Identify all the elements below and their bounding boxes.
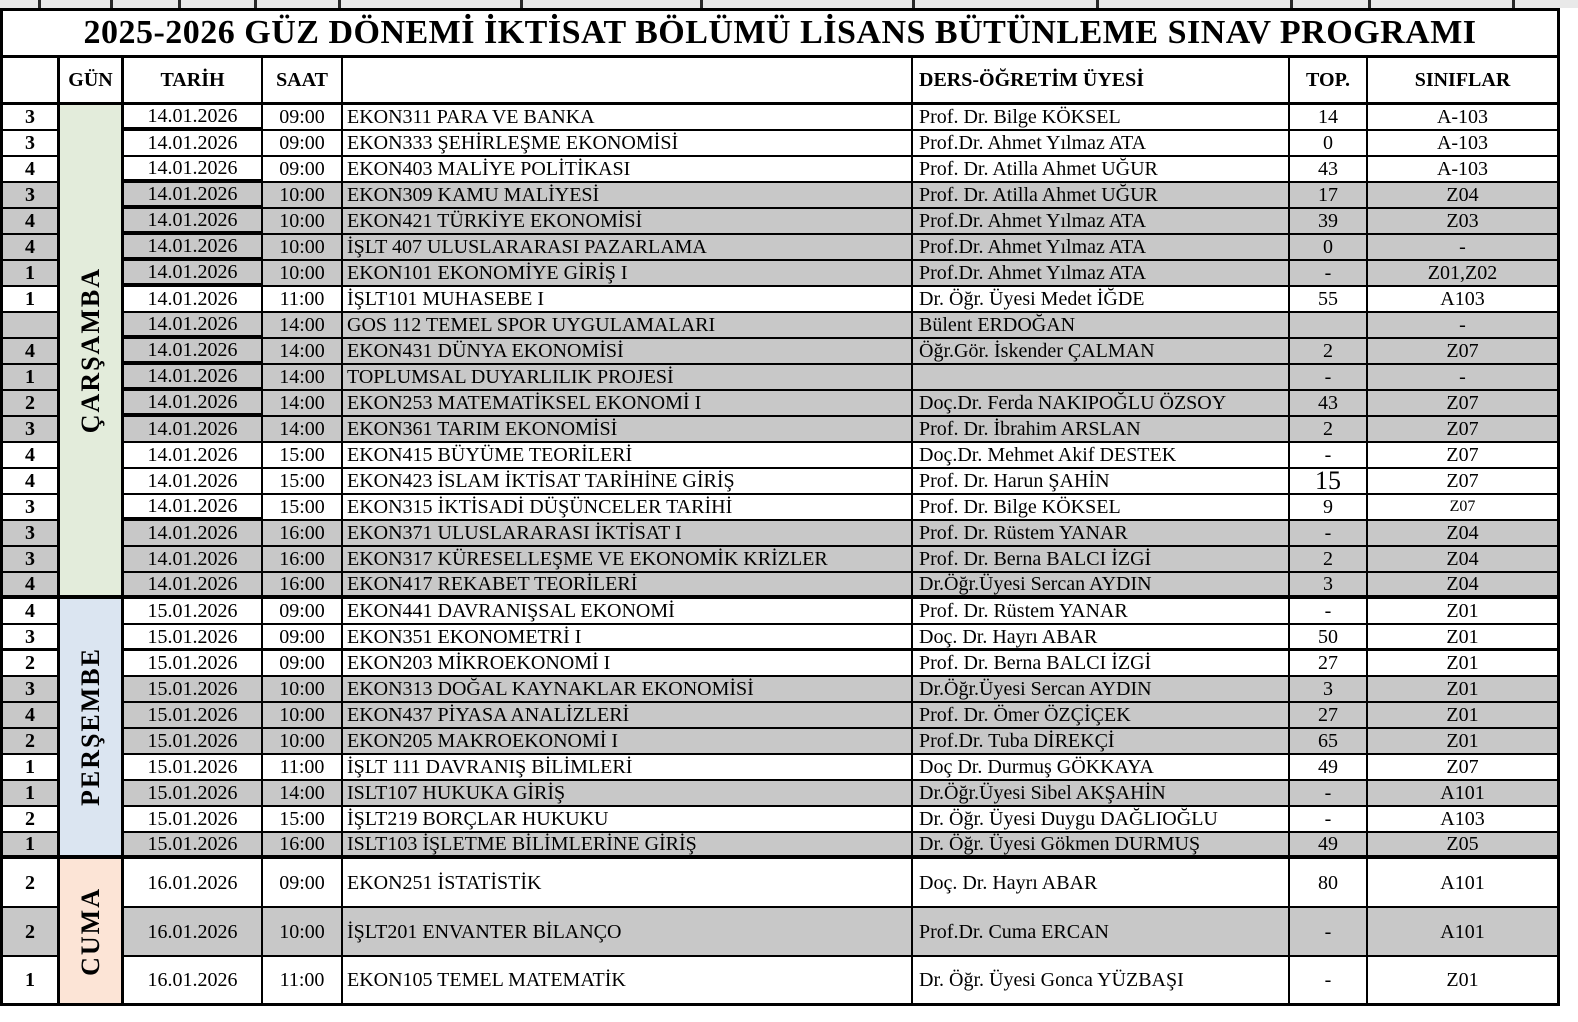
course-cell: EKON311 PARA VE BANKA [343,105,913,131]
column-tick [178,0,181,8]
lecturer-cell: Prof. Dr. Harun ŞAHİN [913,469,1290,495]
room-cell: Z07 [1368,469,1560,495]
room-cell: Z07 [1368,417,1560,443]
header-saat: SAAT [263,58,343,105]
room-cell: A101 [1368,859,1560,908]
course-cell: EKON403 MALİYE POLİTİKASI [343,157,913,183]
day-cell [60,859,124,1006]
date-cell: 14.01.2026 [124,157,263,183]
table-row [3,703,1560,729]
room-cell: Z07 [1368,495,1560,521]
course-cell: İŞLT 111 DAVRANIŞ BİLİMLERİ [343,755,913,781]
table-row [3,807,1560,833]
lecturer-cell: Doç Dr. Durmuş GÖKKAYA [913,755,1290,781]
date-cell: 14.01.2026 [124,573,263,599]
date-cell: 15.01.2026 [124,781,263,807]
row-number-cell: 3 [3,547,60,573]
row-number-cell: 3 [3,417,60,443]
course-cell: ISLT107 HUKUKA GİRİŞ [343,781,913,807]
day-label: PERŞEMBE [75,647,105,807]
column-tick [520,0,523,8]
table-row [3,651,1560,677]
room-cell: - [1368,365,1560,391]
room-cell: A-103 [1368,131,1560,157]
course-cell: EKON371 ULUSLARARASI İKTİSAT I [343,521,913,547]
room-cell: Z03 [1368,209,1560,235]
course-cell: TOPLUMSAL DUYARLILIK PROJESİ [343,365,913,391]
lecturer-cell: Prof. Dr. Berna BALCI İZGİ [913,547,1290,573]
table-row [3,495,1560,521]
course-cell: ISLT103 İŞLETME BİLİMLERİNE GİRİŞ [343,833,913,859]
table-row [3,131,1560,157]
room-cell: Z01,Z02 [1368,261,1560,287]
date-cell: 14.01.2026 [124,417,263,443]
top-count-cell: 27 [1290,703,1368,729]
time-cell: 15:00 [263,807,343,833]
lecturer-cell: Prof. Dr. Rüstem YANAR [913,599,1290,625]
table-header-row [3,58,1560,105]
top-count-cell: 55 [1290,287,1368,313]
top-count-cell: 49 [1290,833,1368,859]
top-count-cell: - [1290,599,1368,625]
row-number-cell: 3 [3,131,60,157]
date-cell: 16.01.2026 [124,957,263,1006]
top-count-cell: 3 [1290,573,1368,599]
course-cell: İŞLT219 BORÇLAR HUKUKU [343,807,913,833]
row-number-cell: 2 [3,908,60,957]
top-count-cell [1290,313,1368,339]
day-label: CUMA [75,886,105,976]
lecturer-cell: Prof.Dr. Ahmet Yılmaz ATA [913,235,1290,261]
course-cell: EKON315 İKTİSADİ DÜŞÜNCELER TARİHİ [343,495,913,521]
table-row [3,781,1560,807]
table-row [3,391,1560,417]
date-cell: 16.01.2026 [124,908,263,957]
row-number-cell: 3 [3,521,60,547]
time-cell: 09:00 [263,157,343,183]
lecturer-cell: Doç. Dr. Hayrı ABAR [913,859,1290,908]
lecturer-cell: Prof.Dr. Tuba DİREKÇİ [913,729,1290,755]
column-tick [110,0,113,8]
top-count-cell: - [1290,261,1368,287]
time-cell: 11:00 [263,755,343,781]
room-cell: Z04 [1368,547,1560,573]
lecturer-cell: Doç. Dr. Hayrı ABAR [913,625,1290,651]
top-count-cell: 39 [1290,209,1368,235]
table-row [3,573,1560,599]
header-ders [343,58,913,105]
lecturer-cell: Dr. Öğr. Üyesi Gonca YÜZBAŞI [913,957,1290,1006]
row-number-cell: 1 [3,781,60,807]
course-cell: İŞLT 407 ULUSLARARASI PAZARLAMA [343,235,913,261]
time-cell: 09:00 [263,625,343,651]
date-cell: 15.01.2026 [124,651,263,677]
lecturer-cell: Prof. Dr. İbrahim ARSLAN [913,417,1290,443]
table-row [3,599,1560,625]
column-tick [912,0,915,8]
room-cell: - [1368,235,1560,261]
room-cell: Z01 [1368,599,1560,625]
top-count-cell: 43 [1290,157,1368,183]
row-number-cell: 1 [3,957,60,1006]
date-cell: 14.01.2026 [124,131,263,157]
row-number-cell: 1 [3,755,60,781]
top-count-cell: - [1290,521,1368,547]
lecturer-cell: Prof. Dr. Bilge KÖKSEL [913,495,1290,521]
table-row [3,833,1560,859]
day-cell [60,105,124,599]
lecturer-cell: Prof.Dr. Ahmet Yılmaz ATA [913,209,1290,235]
course-cell: EKON101 EKONOMİYE GİRİŞ I [343,261,913,287]
row-number-cell: 1 [3,833,60,859]
table-row [3,547,1560,573]
top-count-cell: 9 [1290,495,1368,521]
room-cell: A101 [1368,781,1560,807]
column-tick [1290,0,1293,8]
course-cell: İŞLT101 MUHASEBE I [343,287,913,313]
room-cell: Z01 [1368,677,1560,703]
lecturer-cell: Dr.Öğr.Üyesi Sercan AYDIN [913,573,1290,599]
time-cell: 10:00 [263,235,343,261]
course-cell: İŞLT201 ENVANTER BİLANÇO [343,908,913,957]
table-row [3,261,1560,287]
lecturer-cell: Doç.Dr. Mehmet Akif DESTEK [913,443,1290,469]
room-cell: Z01 [1368,651,1560,677]
lecturer-cell: Bülent ERDOĞAN [913,313,1290,339]
course-cell: EKON417 REKABET TEORİLERİ [343,573,913,599]
table-row [3,287,1560,313]
room-cell: Z07 [1368,391,1560,417]
course-cell: EKON317 KÜRESELLEŞME VE EKONOMİK KRİZLER [343,547,913,573]
row-number-cell: 2 [3,859,60,908]
day-cell [60,599,124,859]
lecturer-cell: Prof. Dr. Atilla Ahmet UĞUR [913,183,1290,209]
time-cell: 09:00 [263,651,343,677]
table-row [3,908,1560,957]
course-cell: EKON441 DAVRANIŞSAL EKONOMİ [343,599,913,625]
course-cell: EKON203 MİKROEKONOMİ I [343,651,913,677]
row-number-cell: 4 [3,443,60,469]
time-cell: 14:00 [263,781,343,807]
room-cell: A-103 [1368,105,1560,131]
table-row [3,521,1560,547]
top-count-cell: - [1290,781,1368,807]
date-cell: 14.01.2026 [124,469,263,495]
course-cell: EKON431 DÜNYA EKONOMİSİ [343,339,913,365]
table-row [3,417,1560,443]
room-cell: Z01 [1368,625,1560,651]
time-cell: 10:00 [263,703,343,729]
top-count-cell: 80 [1290,859,1368,908]
date-cell: 15.01.2026 [124,807,263,833]
lecturer-cell [913,365,1290,391]
time-cell: 15:00 [263,469,343,495]
column-tick [700,0,703,8]
room-cell: Z07 [1368,443,1560,469]
column-tick [1368,0,1371,8]
course-cell: EKON437 PİYASA ANALİZLERİ [343,703,913,729]
spreadsheet-top-edge [0,0,1578,8]
time-cell: 16:00 [263,521,343,547]
day-label: ÇARŞAMBA [75,266,105,434]
top-count-cell: 49 [1290,755,1368,781]
row-number-cell: 4 [3,599,60,625]
top-count-cell: - [1290,365,1368,391]
time-cell: 16:00 [263,573,343,599]
top-count-cell: 2 [1290,417,1368,443]
time-cell: 15:00 [263,495,343,521]
time-cell: 14:00 [263,339,343,365]
table-row [3,625,1560,651]
time-cell: 16:00 [263,833,343,859]
date-cell: 15.01.2026 [124,677,263,703]
table-row [3,957,1560,1006]
page-title: 2025-2026 GÜZ DÖNEMİ İKTİSAT BÖLÜMÜ LİSANS BÜTÜNLEME SINAV PROGRAMI [0,8,1560,55]
date-cell: 14.01.2026 [124,235,263,261]
time-cell: 09:00 [263,105,343,131]
top-count-cell: 2 [1290,547,1368,573]
time-cell: 10:00 [263,677,343,703]
row-number-cell: 1 [3,287,60,313]
time-cell: 14:00 [263,365,343,391]
date-cell: 15.01.2026 [124,599,263,625]
course-cell: EKON423 İSLAM İKTİSAT TARİHİNE GİRİŞ [343,469,913,495]
room-cell: A103 [1368,287,1560,313]
header-siniflar: SINIFLAR [1368,58,1560,105]
lecturer-cell: Prof.Dr. Ahmet Yılmaz ATA [913,131,1290,157]
exam-schedule-table [0,55,1560,1006]
date-cell: 14.01.2026 [124,209,263,235]
date-cell: 14.01.2026 [124,365,263,391]
top-count-cell: 2 [1290,339,1368,365]
date-cell: 15.01.2026 [124,625,263,651]
top-count-cell: - [1290,443,1368,469]
column-tick [1096,0,1099,8]
lecturer-cell: Prof. Dr. Atilla Ahmet UĞUR [913,157,1290,183]
lecturer-cell: Prof. Dr. Bilge KÖKSEL [913,105,1290,131]
header-top: TOP. [1290,58,1368,105]
room-cell: A-103 [1368,157,1560,183]
row-number-cell [3,313,60,339]
date-cell: 14.01.2026 [124,391,263,417]
header-row-number [3,58,60,105]
lecturer-cell: Öğr.Gör. İskender ÇALMAN [913,339,1290,365]
date-cell: 15.01.2026 [124,833,263,859]
date-cell: 14.01.2026 [124,261,263,287]
row-number-cell: 3 [3,677,60,703]
top-count-cell: - [1290,908,1368,957]
table-row [3,105,1560,131]
table-row [3,209,1560,235]
date-cell: 14.01.2026 [124,313,263,339]
header-tarih: TARİH [124,58,263,105]
room-cell: A101 [1368,908,1560,957]
room-cell: Z07 [1368,339,1560,365]
row-number-cell: 2 [3,807,60,833]
row-number-cell: 3 [3,183,60,209]
table-row [3,183,1560,209]
date-cell: 15.01.2026 [124,703,263,729]
time-cell: 10:00 [263,209,343,235]
column-tick [38,0,41,8]
time-cell: 14:00 [263,391,343,417]
table-row [3,157,1560,183]
row-number-cell: 2 [3,729,60,755]
date-cell: 15.01.2026 [124,729,263,755]
course-cell: EKON415 BÜYÜME TEORİLERİ [343,443,913,469]
room-cell: Z04 [1368,521,1560,547]
time-cell: 11:00 [263,287,343,313]
time-cell: 15:00 [263,443,343,469]
course-cell: EKON105 TEMEL MATEMATİK [343,957,913,1006]
course-cell: EKON309 KAMU MALİYESİ [343,183,913,209]
column-tick [338,0,341,8]
room-cell: Z07 [1368,755,1560,781]
column-tick [1512,0,1515,8]
course-cell: GOS 112 TEMEL SPOR UYGULAMALARI [343,313,913,339]
lecturer-cell: Dr. Öğr. Üyesi Gökmen DURMUŞ [913,833,1290,859]
row-number-cell: 4 [3,209,60,235]
row-number-cell: 4 [3,469,60,495]
top-count-cell: - [1290,957,1368,1006]
date-cell: 14.01.2026 [124,105,263,131]
top-count-cell: 14 [1290,105,1368,131]
column-tick [254,0,257,8]
table-row [3,365,1560,391]
course-cell: EKON251 İSTATİSTİK [343,859,913,908]
date-cell: 14.01.2026 [124,547,263,573]
header-gun: GÜN [60,58,124,105]
lecturer-cell: Doç.Dr. Ferda NAKIPOĞLU ÖZSOY [913,391,1290,417]
row-number-cell: 3 [3,495,60,521]
lecturer-cell: Prof. Dr. Ömer ÖZÇİÇEK [913,703,1290,729]
table-body [3,105,1560,1006]
date-cell: 16.01.2026 [124,859,263,908]
top-count-cell: 15 [1290,469,1368,495]
time-cell: 09:00 [263,859,343,908]
table-row [3,755,1560,781]
table-row [3,859,1560,908]
table-row [3,469,1560,495]
room-cell: Z01 [1368,729,1560,755]
date-cell: 14.01.2026 [124,183,263,209]
row-number-cell: 4 [3,157,60,183]
row-number-cell: 3 [3,105,60,131]
row-number-cell: 2 [3,651,60,677]
date-cell: 14.01.2026 [124,339,263,365]
row-number-cell: 1 [3,365,60,391]
lecturer-cell: Dr. Öğr. Üyesi Medet İĞDE [913,287,1290,313]
time-cell: 11:00 [263,957,343,1006]
top-count-cell: 27 [1290,651,1368,677]
header-ogretim-uyesi: DERS-ÖĞRETİM ÜYESİ [913,58,1290,105]
time-cell: 14:00 [263,313,343,339]
time-cell: 10:00 [263,729,343,755]
table-row [3,677,1560,703]
course-cell: EKON313 DOĞAL KAYNAKLAR EKONOMİSİ [343,677,913,703]
room-cell: Z04 [1368,573,1560,599]
course-cell: EKON361 TARIM EKONOMİSİ [343,417,913,443]
table-row [3,313,1560,339]
top-count-cell: 0 [1290,131,1368,157]
top-count-cell: 50 [1290,625,1368,651]
lecturer-cell: Prof.Dr. Cuma ERCAN [913,908,1290,957]
lecturer-cell: Dr.Öğr.Üyesi Sercan AYDIN [913,677,1290,703]
lecturer-cell: Dr.Öğr.Üyesi Sibel AKŞAHİN [913,781,1290,807]
time-cell: 10:00 [263,183,343,209]
row-number-cell: 1 [3,261,60,287]
course-cell: EKON351 EKONOMETRİ I [343,625,913,651]
lecturer-cell: Prof. Dr. Berna BALCI İZGİ [913,651,1290,677]
time-cell: 16:00 [263,547,343,573]
time-cell: 09:00 [263,599,343,625]
table-row [3,443,1560,469]
room-cell: Z04 [1368,183,1560,209]
room-cell: Z01 [1368,957,1560,1006]
lecturer-cell: Dr. Öğr. Üyesi Duygu DAĞLIOĞLU [913,807,1290,833]
row-number-cell: 3 [3,625,60,651]
room-cell: Z01 [1368,703,1560,729]
course-cell: EKON421 TÜRKİYE EKONOMİSİ [343,209,913,235]
date-cell: 14.01.2026 [124,495,263,521]
top-count-cell: 43 [1290,391,1368,417]
date-cell: 14.01.2026 [124,521,263,547]
row-number-cell: 4 [3,703,60,729]
course-cell: EKON333 ŞEHİRLEŞME EKONOMİSİ [343,131,913,157]
room-cell: A103 [1368,807,1560,833]
day-column [60,105,124,1006]
course-cell: EKON205 MAKROEKONOMİ I [343,729,913,755]
room-cell: - [1368,313,1560,339]
course-cell: EKON253 MATEMATİKSEL EKONOMİ I [343,391,913,417]
date-cell: 14.01.2026 [124,443,263,469]
row-number-cell: 4 [3,339,60,365]
time-cell: 10:00 [263,261,343,287]
top-count-cell: 17 [1290,183,1368,209]
time-cell: 10:00 [263,908,343,957]
date-cell: 14.01.2026 [124,287,263,313]
lecturer-cell: Prof. Dr. Rüstem YANAR [913,521,1290,547]
top-count-cell: 3 [1290,677,1368,703]
lecturer-cell: Prof.Dr. Ahmet Yılmaz ATA [913,261,1290,287]
top-count-cell: 0 [1290,235,1368,261]
time-cell: 09:00 [263,131,343,157]
date-cell: 15.01.2026 [124,755,263,781]
table-row [3,235,1560,261]
table-row [3,729,1560,755]
time-cell: 14:00 [263,417,343,443]
top-count-cell: - [1290,807,1368,833]
top-count-cell: 65 [1290,729,1368,755]
table-row [3,339,1560,365]
row-number-cell: 4 [3,573,60,599]
row-number-cell: 2 [3,391,60,417]
room-cell: Z05 [1368,833,1560,859]
row-number-cell: 4 [3,235,60,261]
